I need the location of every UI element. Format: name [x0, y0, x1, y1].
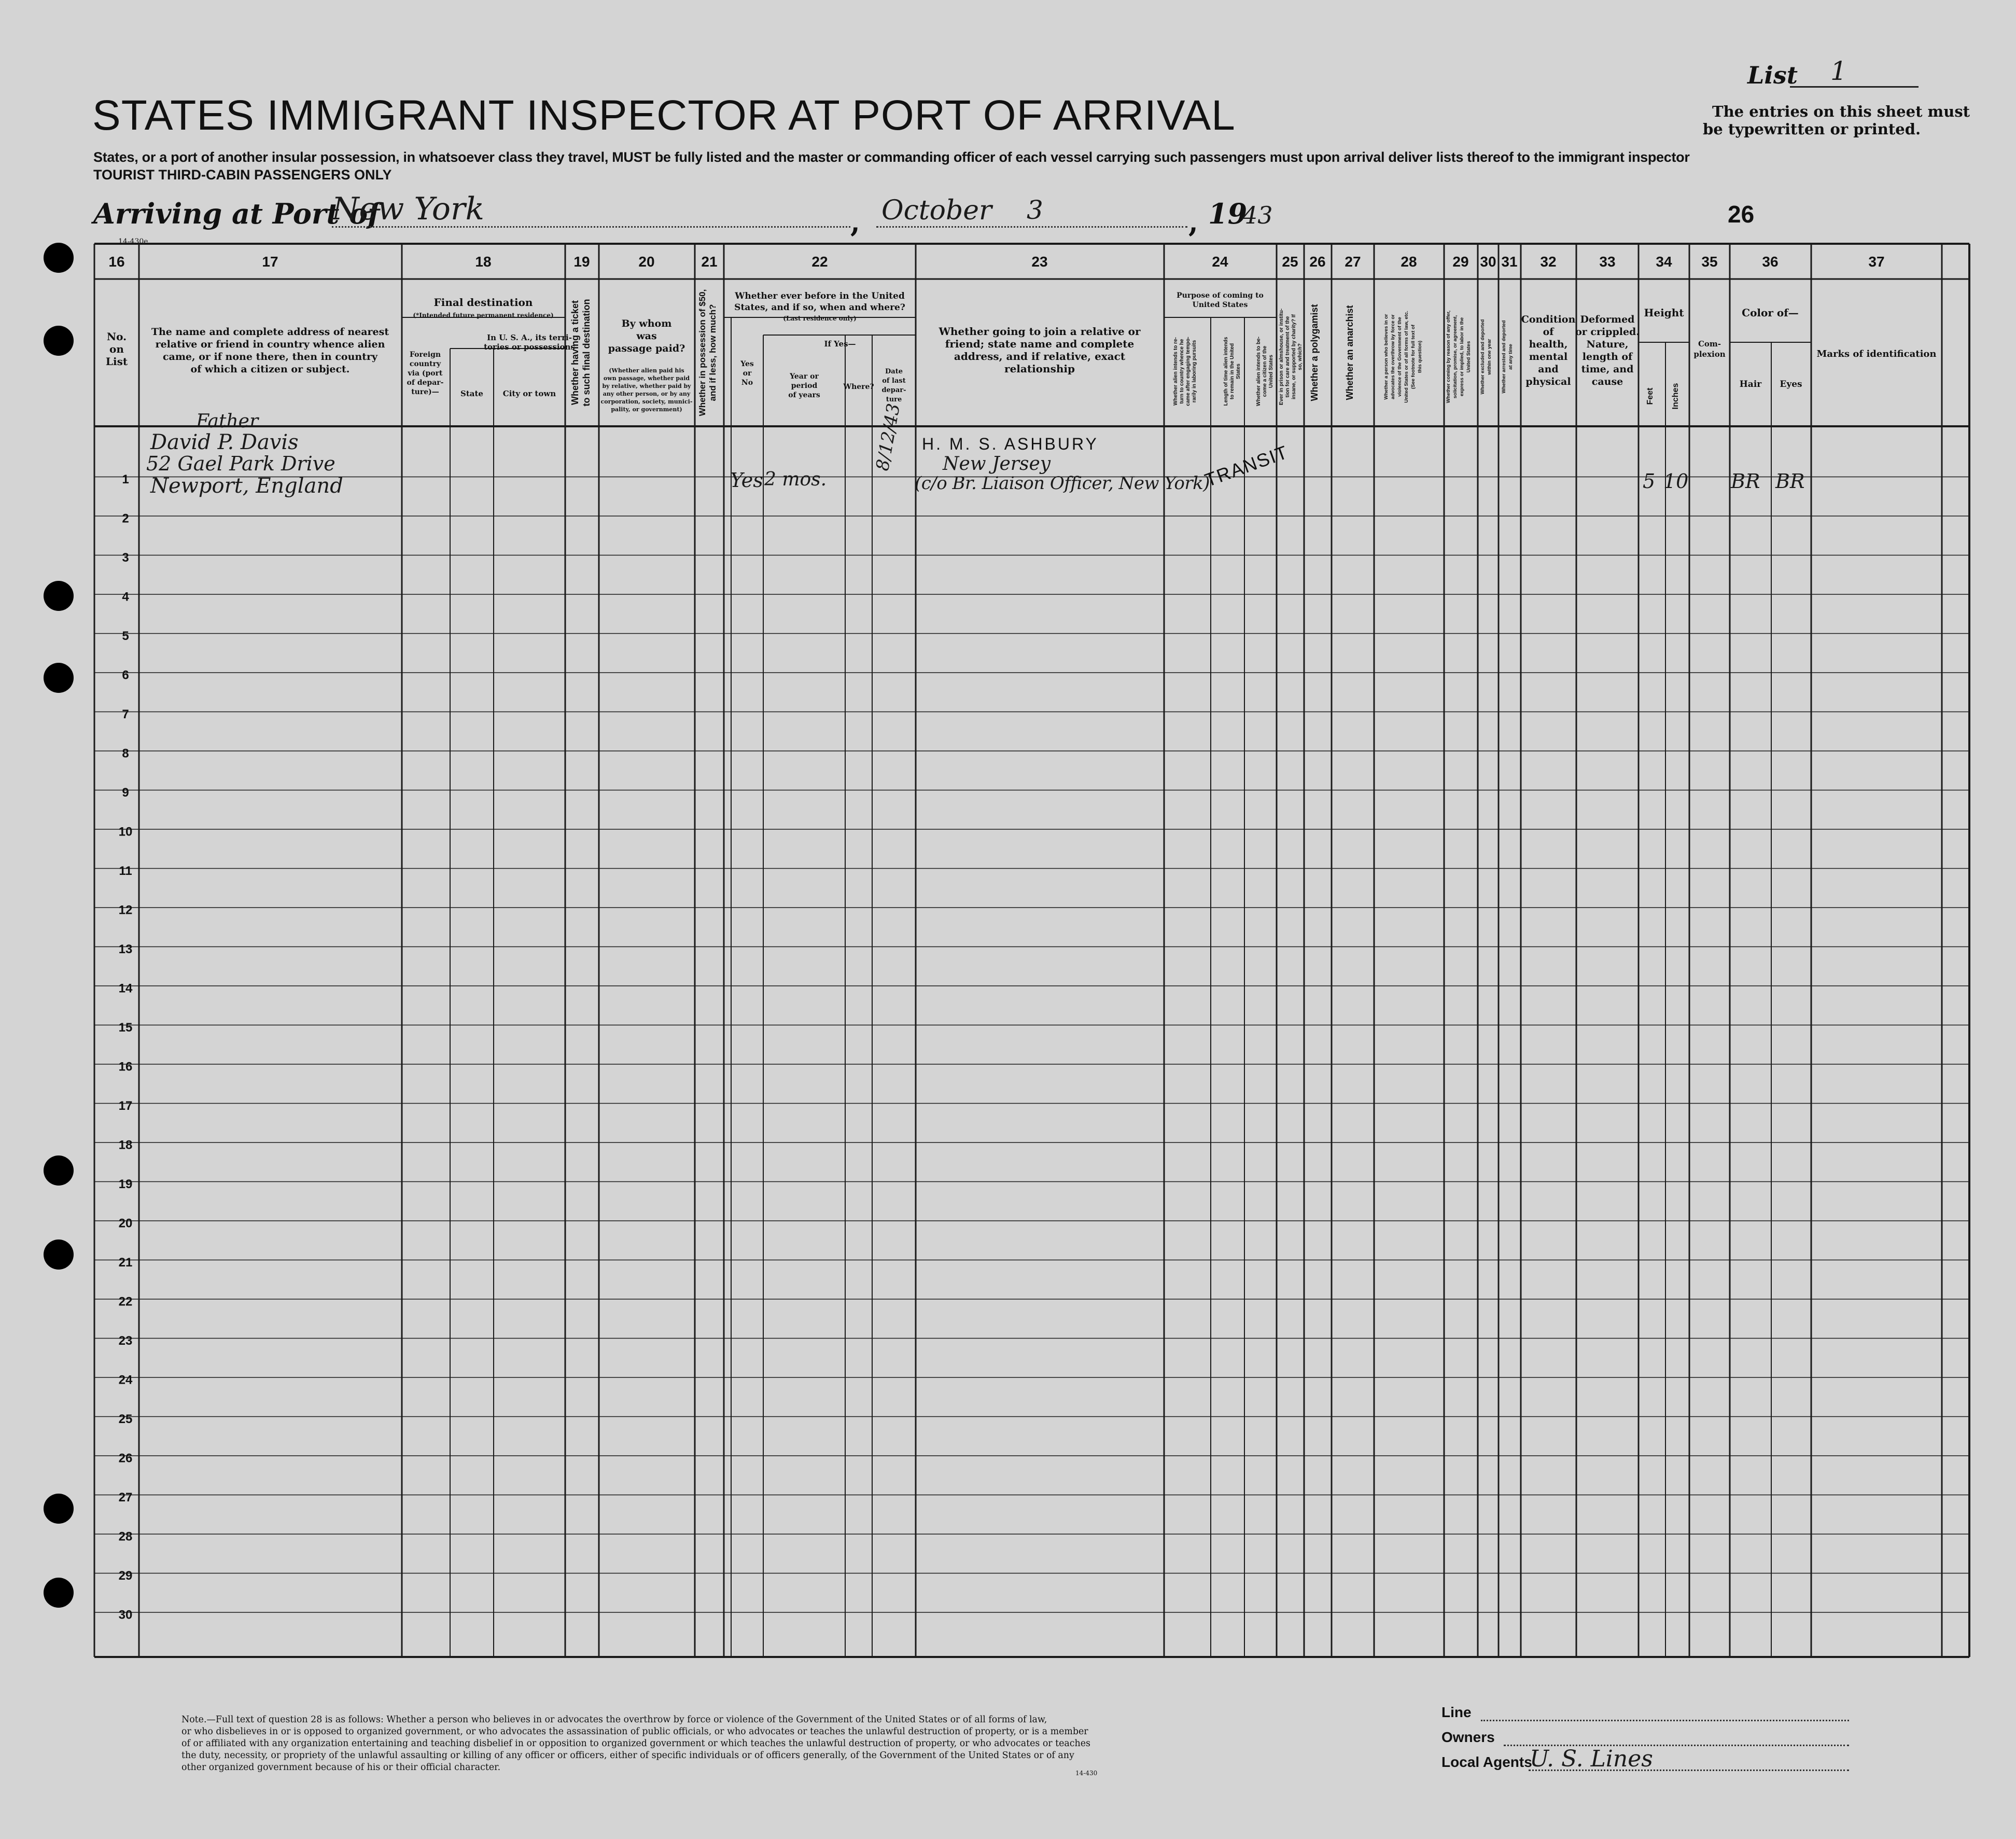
column-number: 16 [108, 254, 125, 270]
header-text: Whether ever before in the United [735, 291, 905, 301]
column-header-vertical: this question) [1417, 340, 1423, 373]
header-text: own passage, whether paid [603, 375, 690, 382]
header-text: Nature, [1586, 339, 1629, 350]
column-number: 28 [1401, 254, 1417, 270]
column-header-vertical: Whether coming by reason of any offer, [1446, 310, 1451, 403]
footnote-line: Note.—Full text of question 28 is as follows: Whether a person who believes in or advocates the overthrow by force or violence of the Government of the United States or of all forms of law, [181, 1715, 1047, 1725]
header-text: length of [1582, 351, 1633, 363]
column-number: 24 [1212, 254, 1228, 270]
relative-name: David P. Davis [150, 430, 299, 454]
header-text: List [105, 355, 128, 368]
header-text: or [743, 369, 752, 378]
header-text: Color of— [1742, 306, 1799, 319]
owners-label: Owners [1441, 1729, 1495, 1745]
been-before-value: Yes [730, 469, 763, 492]
row-number: 10 [118, 825, 133, 839]
form-code: 14-430e [118, 238, 148, 246]
comma: , [850, 205, 860, 239]
column-number: 31 [1501, 254, 1518, 270]
header-text: of depar- [407, 379, 444, 387]
list-number-line [1790, 86, 1919, 88]
header-text: Purpose of coming to [1177, 291, 1264, 300]
column-header-vertical: United States or of all forms of law, etc. [1404, 311, 1409, 403]
header-text: depar- [881, 386, 906, 394]
header-text: State [460, 389, 483, 398]
column-header-vertical: United States [1466, 341, 1472, 373]
column-header-vertical: tion for care and treatment of the [1285, 316, 1291, 398]
header-text: By whom [621, 318, 672, 329]
column-header-vertical: Whether a person who believes in or [1383, 314, 1389, 400]
row-number: 6 [122, 668, 129, 682]
header-text: (Last residence only) [783, 315, 857, 322]
column-header-vertical: within one year [1487, 339, 1492, 375]
row-number: 14 [118, 981, 133, 996]
column-number: 33 [1599, 254, 1616, 270]
header-text: Year or [790, 372, 819, 381]
column-header-vertical: Whether alien intends to be- [1256, 337, 1262, 406]
footnote-line: the duty, necessity, or propriety of the unlawful assaulting or killing of any officer or officers, either of specific individuals or of officers generally, of the Government of the United States or of any [181, 1750, 1074, 1761]
period-value: 2 mos. [764, 469, 827, 490]
header-text: of years [788, 391, 820, 399]
column-header-vertical: so, which? [1297, 343, 1303, 370]
header-text: (*Intended future permanent residence) [413, 312, 554, 319]
punch-hole [44, 1239, 74, 1270]
column-header-vertical: Whether alien intends to re- [1173, 337, 1179, 406]
header-text: No. [106, 330, 127, 343]
column-header-vertical: express or implied, to labor in the [1459, 317, 1465, 397]
column-header-vertical: solicitation, promise, or agreement, [1452, 315, 1458, 399]
header-text: came, or if none there, then in country [162, 351, 378, 363]
header-text: If Yes— [824, 339, 856, 349]
column-header-vertical: advocates the overthrow by force or [1390, 314, 1396, 399]
date-month: October [881, 195, 992, 226]
hair-value: BR [1731, 470, 1760, 493]
row-number: 23 [118, 1334, 133, 1348]
header-text: of last [882, 377, 906, 385]
header-text: physical [1525, 376, 1571, 387]
header-text: (Whether alien paid his [609, 367, 684, 374]
header-text: Height [1644, 306, 1684, 319]
row-number: 17 [118, 1099, 133, 1113]
column-header-vertical: violence of the Government of the [1397, 317, 1403, 397]
relative-city: Newport, England [150, 474, 343, 498]
column-number: 21 [701, 254, 718, 270]
header-text: Final destination [433, 296, 533, 309]
header-text: City or town [502, 389, 556, 398]
punch-hole [44, 326, 74, 356]
eyes-value: BR [1775, 470, 1805, 493]
row-number: 19 [118, 1177, 133, 1191]
column-number: 25 [1282, 254, 1298, 270]
page-title: STATES IMMIGRANT INSPECTOR AT PORT OF ARRIVAL [92, 92, 1236, 139]
column-number: 37 [1868, 254, 1885, 270]
row-number: 24 [118, 1373, 133, 1387]
row-number: 13 [118, 942, 133, 956]
row-number: 4 [122, 590, 129, 604]
header-text: plexion [1693, 350, 1726, 359]
header-text: Whether going to join a relative or [939, 325, 1141, 338]
row-number: 12 [118, 903, 133, 917]
header-text: In U. S. A., its terri- [487, 333, 572, 342]
column-header-vertical: Whether an anarchist [1345, 305, 1355, 400]
port-line [332, 226, 850, 228]
column-header-vertical: turn to country whence he [1179, 339, 1185, 404]
row-number: 25 [118, 1412, 133, 1426]
column-header-vertical: (See footnote for full text of [1410, 324, 1416, 389]
column-number: 36 [1762, 254, 1779, 270]
header-text: was [636, 330, 657, 342]
header-text: of [1543, 326, 1554, 338]
last-departure-value: 8/12/43 [872, 401, 905, 472]
footnote-line: other organized government because of his or their official character. [181, 1762, 501, 1773]
row-number: 3 [122, 551, 129, 565]
row-number: 22 [118, 1294, 133, 1309]
header-text: Yes [740, 360, 754, 368]
header-text: health, [1529, 339, 1568, 350]
instruction-text: States, or a port of another insular possession, in whatsoever class they travel, MUST be fully listed and the master or commanding officer of each vessel carrying such passengers must upon arrival deliver lists thereof to the immigrant inspector [93, 149, 1690, 165]
header-text: Com- [1698, 339, 1721, 349]
footnote-line: or who disbelieves in or is opposed to organized government, or who advocates the assassination of public officials, or who advocates or teaches the unlawful destruction of property, or is a member [181, 1726, 1088, 1737]
column-header-vertical: to remain in the United [1229, 343, 1235, 400]
punch-hole [44, 1578, 74, 1608]
header-text: and [1538, 364, 1559, 375]
date-day: 3 [1027, 195, 1043, 225]
relation-value: Father [196, 411, 259, 432]
line-value-line [1481, 1720, 1849, 1721]
height-feet-value: 5 [1643, 470, 1656, 493]
column-number: 17 [262, 254, 278, 270]
column-number: 22 [811, 254, 828, 270]
row-number: 18 [118, 1138, 133, 1152]
header-text: time, and [1581, 364, 1634, 375]
column-header-vertical: to such final destination [581, 299, 592, 407]
column-number: 34 [1656, 254, 1672, 270]
port-value: New York [332, 191, 484, 227]
header-text: via (port [408, 369, 443, 378]
header-text: No [741, 379, 753, 387]
header-text: Deformed [1580, 314, 1635, 325]
list-label: List [1747, 61, 1798, 89]
header-text: The name and complete address of nearest [151, 326, 389, 338]
column-header-vertical: Whether a polygamist [1309, 304, 1320, 401]
header-text: friend; state name and complete [945, 338, 1135, 350]
footnote-line: of or affiliated with any organization entertaining and teaching disbelief in or opposition to organized government or which teaches the unlawful destruction of property, or who advocates or teaches [181, 1738, 1090, 1749]
sheet-number: 26 [1728, 201, 1755, 228]
column-number: 32 [1540, 254, 1557, 270]
agents-label: Local Agents [1441, 1754, 1532, 1770]
row-number: 11 [119, 864, 132, 878]
header-text: corporation, society, munici- [600, 398, 693, 405]
joining-line3: (c/o Br. Liaison Officer, New York) [915, 473, 1210, 494]
header-text: of which a citizen or subject. [190, 364, 350, 375]
punch-hole [44, 1155, 74, 1186]
header-text: Foreign [409, 351, 441, 359]
column-header-vertical: Length of time alien intends [1223, 337, 1229, 406]
header-text: period [791, 382, 818, 390]
header-text: States, and if so, when and where? [734, 302, 905, 313]
entries-note: The entries on this sheet must [1712, 103, 1970, 120]
row-number: 21 [118, 1256, 133, 1270]
year-prefix: 19 [1208, 197, 1248, 230]
row-number: 29 [118, 1569, 133, 1583]
height-inches-value: 10 [1663, 470, 1689, 493]
column-header-vertical: and if less, how much? [708, 304, 718, 401]
date-line [876, 226, 1187, 228]
column-header-vertical: Feet [1646, 387, 1655, 405]
header-text: ture)— [411, 388, 439, 396]
row-number: 20 [118, 1216, 133, 1231]
header-text: Where? [843, 383, 874, 391]
year-suffix: 43 [1242, 201, 1273, 229]
line-label: Line [1441, 1704, 1472, 1720]
joining-line1: H. M. S. ASHBURY [922, 435, 1099, 453]
punch-hole [44, 243, 74, 273]
header-text: relative or friend in country whence alien [155, 339, 385, 350]
header-text: or crippled. [1575, 326, 1640, 338]
header-text: tories or possessions [484, 342, 575, 352]
punch-hole [44, 581, 74, 611]
header-text: Hair [1739, 379, 1762, 389]
header-text: country [409, 360, 441, 368]
row-number: 2 [122, 511, 129, 526]
column-header-vertical: come a citizen of the [1262, 345, 1268, 397]
header-text: Condition [1521, 314, 1576, 325]
header-text: on [109, 343, 124, 355]
column-header-vertical: came after engaging tempo- [1185, 337, 1191, 406]
header-text: cause [1591, 376, 1623, 387]
purpose-value: TRANSIT [1202, 441, 1291, 491]
column-number: 19 [573, 254, 590, 270]
punch-hole [44, 663, 74, 693]
column-header-vertical: States [1236, 363, 1241, 380]
row-number: 26 [118, 1451, 133, 1466]
row-number: 28 [118, 1529, 133, 1544]
column-number: 35 [1701, 254, 1718, 270]
column-number: 29 [1452, 254, 1469, 270]
column-header-vertical: at any time [1508, 344, 1514, 370]
punch-hole [44, 1494, 74, 1524]
entries-note: be typewritten or printed. [1703, 120, 1921, 138]
column-header-vertical: Whether having a ticket [570, 300, 580, 406]
header-text: by relative, whether paid by [602, 383, 691, 389]
header-text: pality, or government) [611, 406, 682, 413]
row-number: 9 [122, 786, 129, 800]
header-text: United States [1192, 301, 1248, 309]
column-number: 23 [1031, 254, 1048, 270]
column-header-vertical: Ever in prison or almshouse, or institu- [1279, 308, 1284, 406]
relative-street: 52 Gael Park Drive [146, 452, 335, 475]
column-header-vertical: rarily in laboring pursuits [1192, 340, 1197, 403]
header-text: any other person, or by any [603, 391, 691, 397]
comma: , [1188, 205, 1198, 239]
row-number: 16 [118, 1060, 133, 1074]
header-text: Marks of identification [1816, 349, 1937, 359]
column-header-vertical: Whether arrested and deported [1501, 320, 1507, 394]
column-header-vertical: insane, or supported by charity? If [1291, 314, 1297, 399]
row-number: 30 [118, 1608, 133, 1622]
footer-form-code: 14-430 [1075, 1770, 1098, 1777]
header-text: address, and if relative, exact [954, 350, 1126, 363]
header-text: passage paid? [608, 343, 685, 354]
column-header-vertical: Whether excluded and deported [1480, 319, 1486, 395]
header-text: ture [886, 396, 902, 403]
row-number: 7 [122, 707, 129, 721]
column-number: 30 [1480, 254, 1496, 270]
header-text: Date [885, 368, 903, 375]
tourist-class-label: TOURIST THIRD-CABIN PASSENGERS ONLY [93, 167, 392, 183]
row-number: 15 [118, 1021, 133, 1035]
column-number: 20 [638, 254, 655, 270]
column-number: 26 [1309, 254, 1326, 270]
row-number: 8 [122, 746, 129, 761]
row-number: 27 [118, 1490, 133, 1504]
row-number: 5 [122, 629, 129, 643]
header-text: mental [1529, 351, 1568, 363]
list-number: 1 [1830, 56, 1847, 86]
agents-value-line [1529, 1770, 1849, 1771]
column-header-vertical: United States [1268, 355, 1274, 388]
header-text: relationship [1004, 363, 1075, 375]
column-number: 27 [1345, 254, 1361, 270]
row-number: 1 [122, 472, 129, 486]
header-text: Eyes [1780, 379, 1802, 389]
joining-line2: New Jersey [943, 453, 1051, 475]
column-number: 18 [475, 254, 492, 270]
arriving-label: Arriving at Port of [93, 197, 380, 230]
agents-value: U. S. Lines [1530, 1746, 1653, 1772]
column-header-vertical: Inches [1671, 383, 1680, 410]
column-header-vertical: Whether in possession of $50, [697, 289, 707, 416]
